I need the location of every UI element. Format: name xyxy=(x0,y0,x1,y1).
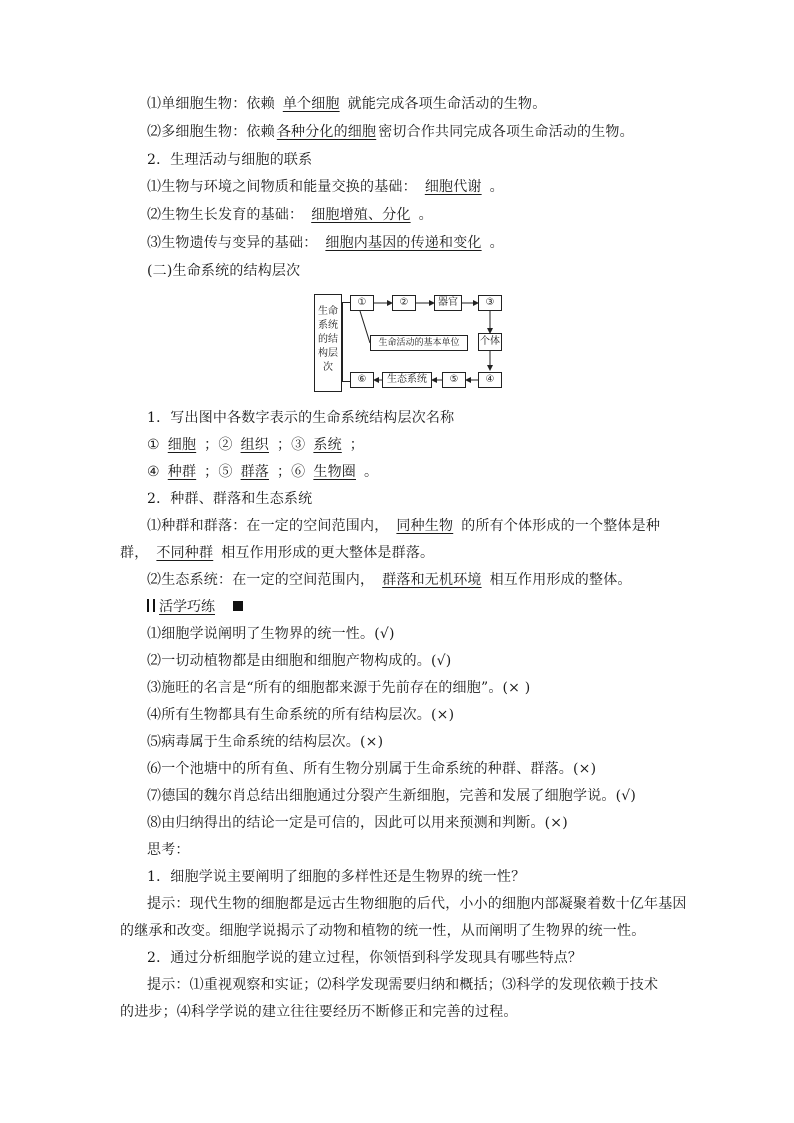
node-2: ② xyxy=(392,295,416,311)
text: ⑴生物与环境之间物质和能量交换的基础： xyxy=(147,179,417,195)
text: ⑶生物遗传与变异的基础： xyxy=(147,235,318,251)
text: ；⑤ xyxy=(204,464,233,480)
think-answer-1: 提示：现代生物的细胞都是远古生物细胞的后代，小小的细胞内部凝聚着数十亿年基因 xyxy=(147,896,687,912)
node-5: ⑤ xyxy=(442,372,466,388)
answer-blank: 细胞内基因的传递和变化 xyxy=(325,235,482,251)
text: ① xyxy=(147,437,160,453)
text: 的所有个体形成的一个整体是种 xyxy=(461,518,661,534)
section-title: 活学巧练 xyxy=(159,599,215,615)
answer-blank: 细胞 xyxy=(167,437,197,453)
judge-item: ⑹一个池塘中的所有鱼、所有生物分别属于生命系统的种群、群落。(×) xyxy=(147,761,597,777)
diagram-title: 生命系统的结构层次 xyxy=(314,294,342,392)
answer-blank: 群落 xyxy=(240,464,269,480)
answer-blank: 不同种群 xyxy=(156,545,214,561)
text: ⑴种群和群落：在一定的空间范围内， xyxy=(147,518,389,534)
judge-item: ⑸病毒属于生命系统的结构层次。(×) xyxy=(147,734,384,750)
life-system-diagram xyxy=(314,294,504,392)
heredity-line xyxy=(147,233,504,253)
text: 相互作用形成的更大整体是群落。 xyxy=(221,545,435,561)
text: ；② xyxy=(204,437,233,453)
question-1: 1．写出图中各数字表示的生命系统结构层次名称 xyxy=(147,410,455,426)
text: ⑵生态系统：在一定的空间范围内， xyxy=(147,572,375,588)
node-4: ④ xyxy=(478,372,502,388)
answer-blank: 细胞代谢 xyxy=(424,179,482,195)
think-question-1: 1．细胞学说主要阐明了细胞的多样性还是生物界的统一性？ xyxy=(147,869,526,885)
bar-mark xyxy=(147,599,149,612)
judge-item: ⑵一切动植物都是由细胞和细胞产物构成的。(√) xyxy=(147,653,452,669)
text: ⑵多细胞生物：依赖 xyxy=(147,124,275,140)
exchange-line xyxy=(147,177,504,197)
node-ecosystem: 生态系统 xyxy=(382,372,432,388)
section-heading: (二)生命系统的结构层次 xyxy=(147,263,301,279)
text: ； xyxy=(349,437,364,453)
answer-blank: 生物圈 xyxy=(313,464,356,480)
question-2: 2．种群、群落和生态系统 xyxy=(147,491,313,507)
text: 相互作用形成的整体。 xyxy=(489,572,632,588)
think-answer-1-cont: 的继承和改变。细胞学说揭示了动物和植物的统一性，从而阐明了生物界的统一性。 xyxy=(120,923,646,939)
answer-blank: 系统 xyxy=(313,437,342,453)
think-question-2: 2．通过分析细胞学说的建立过程，你领悟到科学发现具有哪些特点？ xyxy=(147,950,583,966)
growth-line xyxy=(147,205,433,225)
answer-blank: 种群 xyxy=(167,464,197,480)
multicellular-line xyxy=(147,122,634,142)
text: ⑵生物生长发育的基础： xyxy=(147,207,304,223)
answer-blank: 细胞增殖、分化 xyxy=(311,207,411,223)
bar-mark xyxy=(153,599,155,612)
practice-section-heading xyxy=(147,597,243,617)
judge-item: ⑻由归纳得出的结论一定是可信的，因此可以用来预测和判断。(×) xyxy=(147,815,568,831)
judge-item: ⑴细胞学说阐明了生物界的统一性。(√) xyxy=(147,626,395,642)
basic-unit-label: 生命活动的基本单位 xyxy=(370,335,468,351)
think-label: 思考： xyxy=(147,842,190,858)
answers-row-2 xyxy=(147,462,378,482)
text: 。 xyxy=(489,235,504,251)
ecosystem-line xyxy=(147,570,632,590)
judge-item: ⑷所有生物都具有生命系统的所有结构层次。(×) xyxy=(147,707,455,723)
text: 密切合作共同完成各项生命活动的生物。 xyxy=(378,124,634,140)
answers-row-1 xyxy=(147,435,364,455)
think-answer-2: 提示：⑴重视观察和实证；⑵科学发现需要归纳和概括；⑶科学的发现依赖于技术 xyxy=(147,977,659,993)
text: 群， xyxy=(120,545,149,561)
text: ；⑥ xyxy=(276,464,306,480)
text: ；③ xyxy=(276,437,306,453)
node-1: ① xyxy=(350,295,374,311)
judge-item: ⑶施旺的名言是“所有的细胞都来源于先前存在的细胞”。(× ) xyxy=(147,680,531,696)
unicellular-line xyxy=(147,94,546,114)
square-mark xyxy=(233,601,243,611)
answer-blank: 组织 xyxy=(240,437,269,453)
node-individual: 个体 xyxy=(478,333,502,351)
node-organ: 器官 xyxy=(434,295,462,311)
text: ⑴单细胞生物：依赖 xyxy=(147,96,275,112)
think-answer-2-cont: 的进步；⑷科学学说的建立往往要经历不断修正和完善的过程。 xyxy=(120,1004,518,1020)
text: 。 xyxy=(489,179,504,195)
text: 。 xyxy=(364,464,379,480)
answer-blank: 群落和无机环境 xyxy=(382,572,482,588)
text: 就能完成各项生命活动的生物。 xyxy=(347,96,547,112)
answer-blank: 各种分化的细胞 xyxy=(276,124,377,140)
answer-blank: 同种生物 xyxy=(396,518,454,534)
text: ④ xyxy=(147,464,160,480)
population-line-2 xyxy=(120,543,434,563)
node-3: ③ xyxy=(478,295,502,311)
judge-item: ⑺德国的魏尔肖总结出细胞通过分裂产生新细胞，完善和发展了细胞学说。(√) xyxy=(147,788,637,804)
text: 。 xyxy=(418,207,433,223)
answer-blank: 单个细胞 xyxy=(282,96,340,112)
population-line xyxy=(147,516,660,536)
node-6: ⑥ xyxy=(350,372,374,388)
subheading: 2．生理活动与细胞的联系 xyxy=(147,152,313,168)
